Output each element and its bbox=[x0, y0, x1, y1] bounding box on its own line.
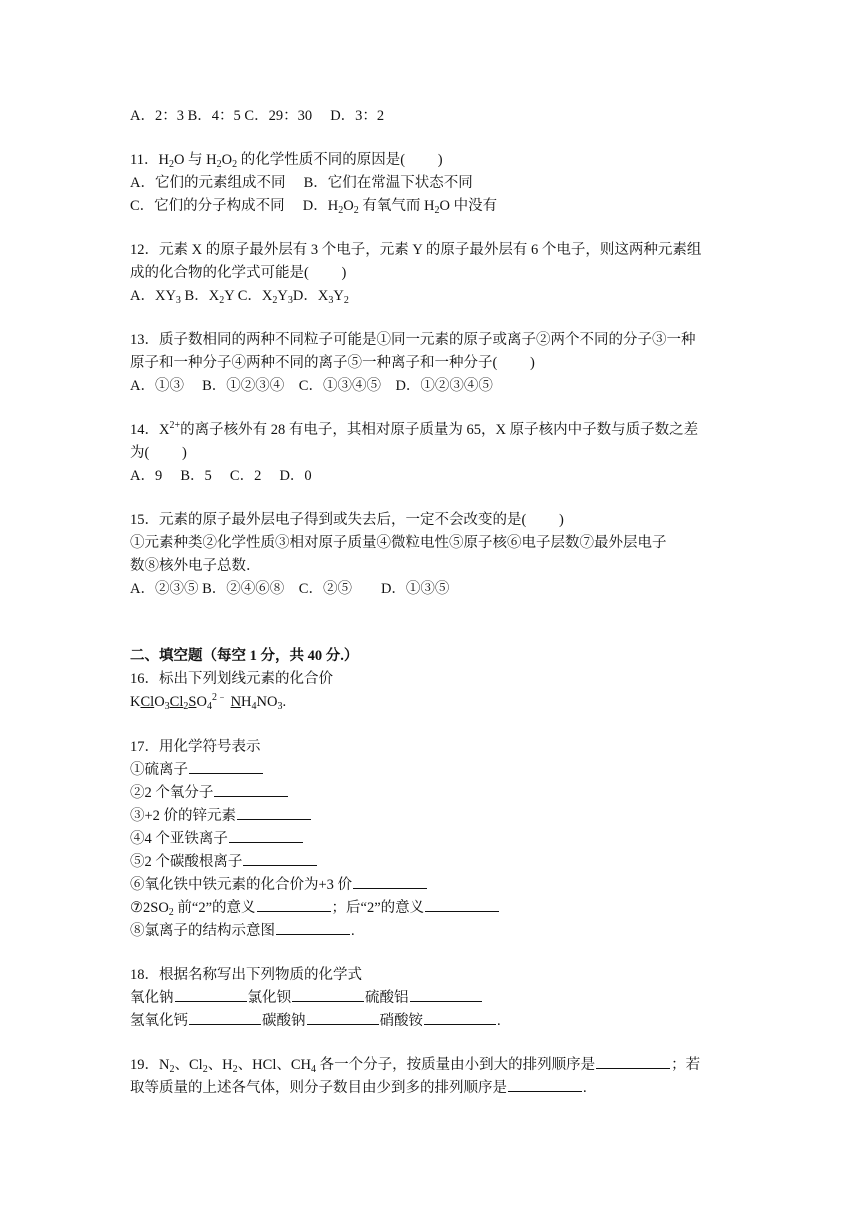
answer-blank[interactable] bbox=[424, 1023, 496, 1025]
q17-title: 17．用化学符号表示 bbox=[130, 739, 261, 755]
q14-options: A．9 B．5 C．2 D．0 bbox=[130, 468, 312, 484]
q17-item-8: ⑧氯离子的结构示意图 . bbox=[130, 923, 355, 939]
q18-title: 18．根据名称写出下列物质的化学式 bbox=[130, 967, 362, 983]
q19-stem-line1: 19．$N_2$、$Cl_2$、$H_2$、HCl、$CH_4$ 各一个分子，按质量由小到大的排列顺序是 ；若 bbox=[130, 1057, 701, 1075]
q14-stem-line2: 为( ) bbox=[130, 445, 187, 461]
q17-item-4: ④4 个亚铁离子 bbox=[130, 829, 304, 849]
q15-stem-line2: ①元素种类②化学性质③相对原子质量④微粒电性⑤原子核⑥电子层数⑦最外层电子 bbox=[130, 535, 667, 551]
q12-stem-line2: 成的化合物的化学式可能是( ) bbox=[130, 265, 347, 281]
q18-row-1: 氧化钠 氯化钡 硫酸铝 bbox=[130, 988, 483, 1008]
q19-stem-line2: 取等质量的上述各气体，则分子数目由少到多的排列顺序是 . bbox=[130, 1080, 587, 1096]
answer-blank[interactable] bbox=[508, 1090, 582, 1092]
q10-options bbox=[130, 106, 384, 126]
answer-blank[interactable] bbox=[353, 887, 427, 889]
answer-blank[interactable] bbox=[189, 1023, 261, 1025]
answer-blank[interactable] bbox=[307, 1023, 379, 1025]
q11-options-cd: C．它们的分子构成不同 D．$H_2O_2$ 有氧气而 $H_2O$ 中没有 bbox=[130, 198, 498, 216]
q17-item-2: ②2 个氧分子 bbox=[130, 783, 289, 803]
q12-options: A．$XY_3$ B．$X_2Y$ C．$X_2Y_3D$．$X_3Y_2$ bbox=[130, 288, 349, 306]
q17-item-7: $⑦2SO_2$ 前“2”的意义 ；后“2”的意义 bbox=[130, 898, 500, 918]
q17-item-6: ⑥氧化铁中铁元素的化合价为+3 价 bbox=[130, 875, 428, 895]
answer-blank[interactable] bbox=[243, 864, 317, 866]
q18-row-2: 氢氧化钙 碳酸钠 硝酸铵 . bbox=[130, 1013, 501, 1029]
q13-options: A．①③ B．①②③④ C．①③④⑤ D．①②③④⑤ bbox=[130, 378, 493, 394]
q13-stem-line2: 原子和一种分子④两种不同的离子⑤一种离子和一种分子( ) bbox=[130, 355, 535, 371]
q14-stem-line1: 14．$X^{2+}$的离子核外有 28 有电子，其相对原子质量为 65，X 原子核内中子数与质子数之差 bbox=[130, 420, 699, 438]
q15-stem-line3: 数⑧核外电子总数． bbox=[130, 558, 261, 574]
answer-blank[interactable] bbox=[229, 841, 303, 843]
q12-stem-line1: 12．元素 X 的原子最外层有 3 个电子，元素 Y 的原子最外层有 6 个电子，则这两种元素组 bbox=[130, 242, 702, 258]
q10-options-text: A．2：3 B．4：5 C．29：30 D．3：2 bbox=[130, 108, 385, 124]
q15-options: A．②③⑤ B．②④⑥⑧ C．②⑤ D．①③⑤ bbox=[130, 581, 450, 597]
q17-item-5: ⑤2 个碳酸根离子 bbox=[130, 852, 318, 872]
answer-blank[interactable] bbox=[257, 910, 331, 912]
answer-blank[interactable] bbox=[425, 910, 499, 912]
q16-stem: 16．标出下列划线元素的化合价 bbox=[130, 671, 333, 687]
q17-item-1: ①硫离子 bbox=[130, 760, 264, 780]
answer-blank[interactable] bbox=[292, 1000, 364, 1002]
answer-blank[interactable] bbox=[237, 818, 311, 820]
answer-blank[interactable] bbox=[276, 933, 350, 935]
answer-blank[interactable] bbox=[175, 1000, 247, 1002]
q17-item-3: ③+2 价的锌元素 bbox=[130, 806, 312, 826]
answer-blank[interactable] bbox=[596, 1067, 670, 1069]
section-title-fill-in: 二、填空题（每空 1 分，共 40 分.） bbox=[130, 648, 359, 664]
q13-stem-line1: 13．质子数相同的两种不同粒子可能是①同一元素的原子或离子②两个不同的分子③一种 bbox=[130, 332, 696, 348]
q11-stem: 11．$H_2O$ 与 $H_2O_2$ 的化学性质不同的原因是( ) bbox=[130, 152, 443, 170]
q11-options-ab: A．它们的元素组成不同 B．它们在常温下状态不同 bbox=[130, 175, 473, 191]
answer-blank[interactable] bbox=[214, 795, 288, 797]
q16-formulas: $KClO_3Cl_2SO_4^{2﹣}$ $NH_4NO_3$. bbox=[130, 692, 287, 712]
q15-stem-line1: 15．元素的原子最外层电子得到或失去后，一定不会改变的是( ) bbox=[130, 512, 564, 528]
answer-blank[interactable] bbox=[189, 772, 263, 774]
answer-blank[interactable] bbox=[410, 1000, 482, 1002]
